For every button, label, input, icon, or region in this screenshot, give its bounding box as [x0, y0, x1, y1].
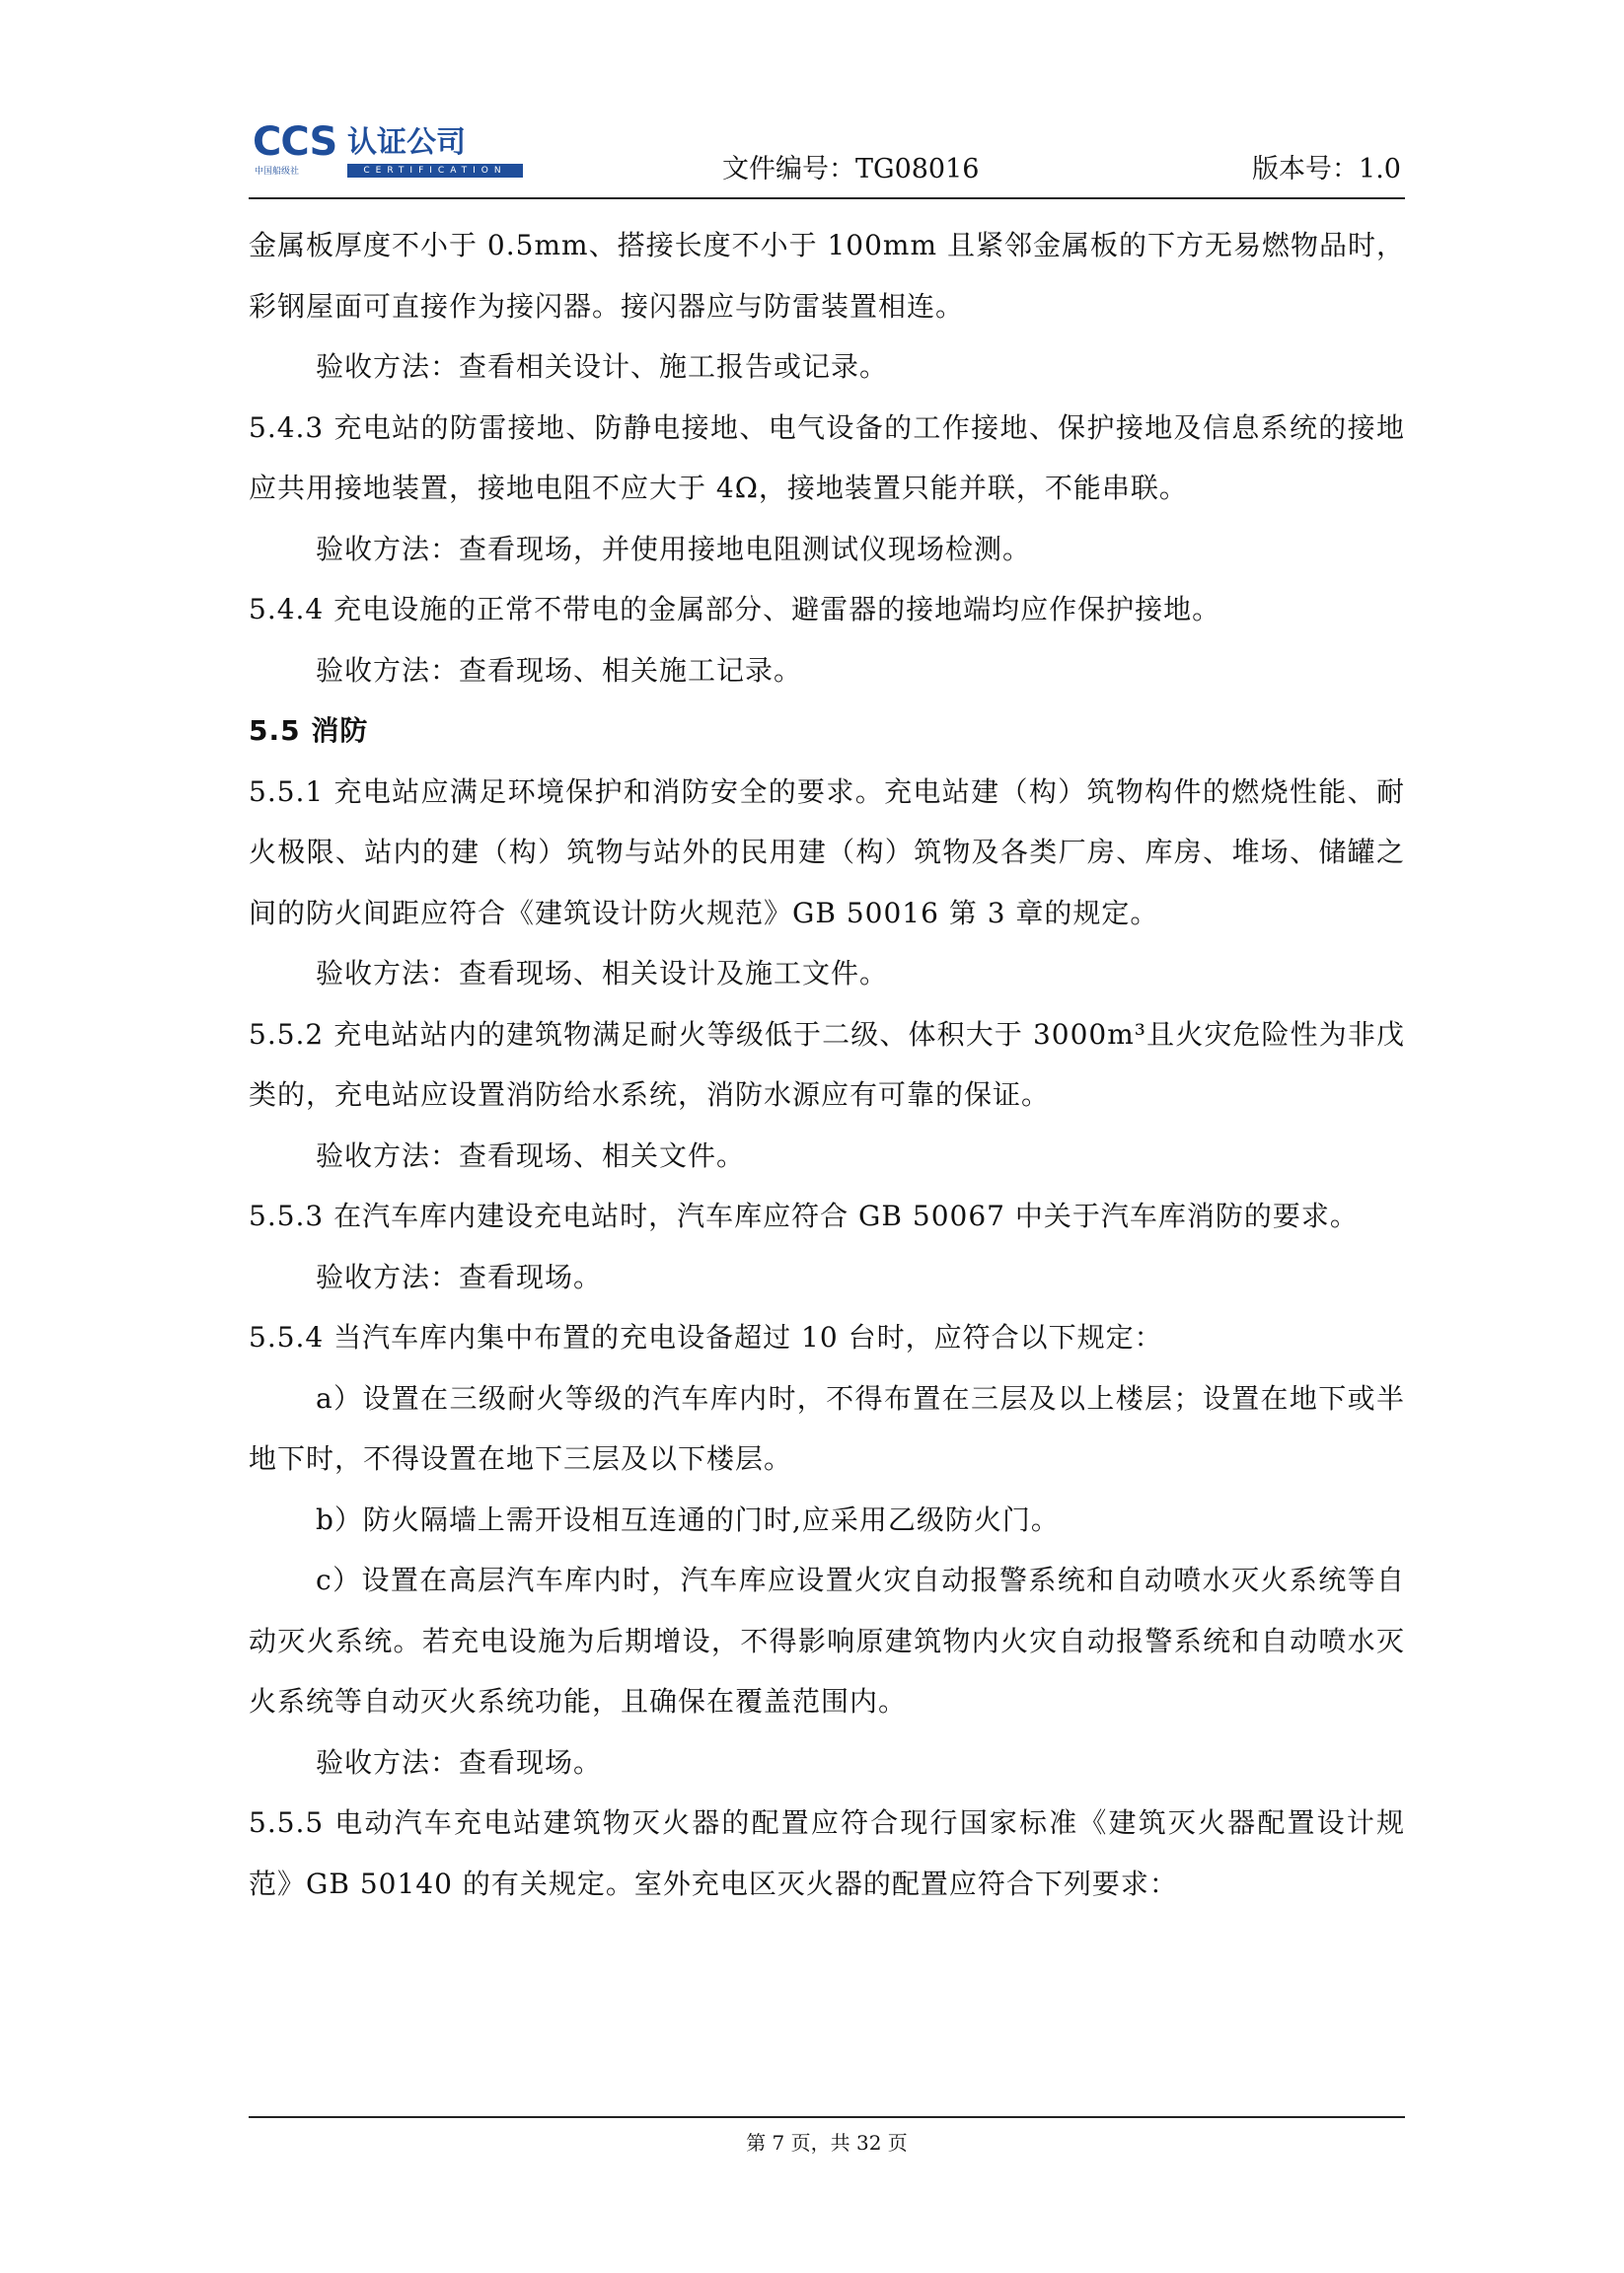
- logo-ccs-text: CCS: [253, 119, 337, 165]
- acceptance-method: 验收方法：查看现场、相关文件。: [316, 1138, 746, 1172]
- acceptance-method: 验收方法：查看现场。: [316, 1745, 603, 1779]
- acceptance-method: 验收方法：查看现场、相关设计及施工文件。: [316, 957, 889, 990]
- acceptance-method: 验收方法：查看现场，并使用接地电阻测试仪现场检测。: [316, 532, 1032, 565]
- page-number: 第 7 页，共 32 页: [746, 2131, 908, 2155]
- sub-item-b: b）防火隔墙上需开设相互连通的门时,应采用乙级防火门。: [316, 1503, 1060, 1536]
- ccs-certification-logo: [249, 118, 535, 178]
- logo-subtitle-cn: 中国船级社: [255, 167, 300, 177]
- clause-5-5-3: 5.5.3 在汽车库内建设充电站时，汽车库应符合 GB 50067 中关于汽车库消防的要求。: [249, 1200, 1359, 1232]
- sub-item-c: c）设置在高层汽车库内时，汽车库应设置火灾自动报警系统和自动喷水灭火系统等自动灭火系统。若充电设施为后期增设，不得影响原建筑物内火灾自动报警系统和自动喷水灭火系统等自动灭火系统功能，且确保在覆盖范围内。: [249, 1564, 1405, 1718]
- page-header: [249, 109, 1405, 199]
- section-heading-5-5: 5.5 消防: [249, 714, 369, 747]
- document-number: 文件编号：TG08016: [722, 154, 980, 184]
- document-body: [249, 215, 1405, 1914]
- logo-subtitle-en: CERTIFICATION: [347, 164, 523, 178]
- clause-5-4-4: 5.4.4 充电设施的正常不带电的金属部分、避雷器的接地端均应作保护接地。: [249, 593, 1221, 625]
- page-footer: [249, 2116, 1405, 2158]
- acceptance-method: 验收方法：查看现场。: [316, 1260, 603, 1293]
- version-number: 版本号：1.0: [1252, 154, 1401, 184]
- logo-company-name: 认证公司: [347, 125, 466, 160]
- clause-5-5-4: 5.5.4 当汽车库内集中布置的充电设备超过 10 台时，应符合以下规定：: [249, 1321, 1163, 1354]
- acceptance-method: 验收方法：查看现场、相关施工记录。: [316, 653, 803, 687]
- acceptance-method: 验收方法：查看相关设计、施工报告或记录。: [316, 350, 889, 383]
- clause-5-5-1: 5.5.1 充电站应满足环境保护和消防安全的要求。充电站建（构）筑物构件的燃烧性能、耐火极限、站内的建（构）筑物与站外的民用建（构）筑物及各类厂房、库房、堆场、储罐之间的防火间距应符合《建筑设计防火规范》GB 50016 第 3 章的规定。: [249, 774, 1405, 929]
- clause-5-5-5: 5.5.5 电动汽车充电站建筑物灭火器的配置应符合现行国家标准《建筑灭火器配置设计规范》GB 50140 的有关规定。室外充电区灭火器的配置应符合下列要求：: [249, 1806, 1405, 1900]
- clause-5-5-2: 5.5.2 充电站站内的建筑物满足耐火等级低于二级、体积大于 3000m³且火灾危险性为非戊类的，充电站应设置消防给水系统，消防水源应有可靠的保证。: [249, 1017, 1405, 1111]
- sub-item-a: a）设置在三级耐火等级的汽车库内时，不得布置在三层及以上楼层；设置在地下或半地下时，不得设置在地下三层及以下楼层。: [249, 1381, 1405, 1475]
- clause-5-4-3: 5.4.3 充电站的防雷接地、防静电接地、电气设备的工作接地、保护接地及信息系统的接地应共用接地装置，接地电阻不应大于 4Ω，接地装置只能并联，不能串联。: [249, 410, 1405, 504]
- paragraph-continuation: 金属板厚度不小于 0.5mm、搭接长度不小于 100mm 且紧邻金属板的下方无易燃物品时，彩钢屋面可直接作为接闪器。接闪器应与防雷装置相连。: [249, 229, 1405, 323]
